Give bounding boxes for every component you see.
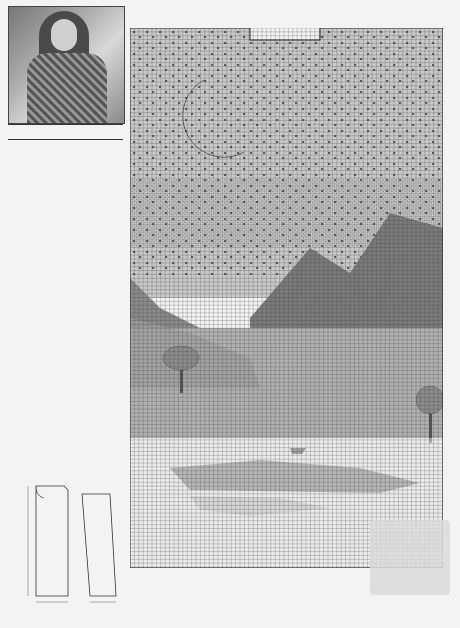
garment-schematic — [8, 482, 133, 612]
model-photo — [8, 6, 125, 124]
knitting-chart — [130, 28, 443, 568]
photo-face — [51, 19, 77, 51]
neckline-curve — [36, 486, 44, 498]
knitting-instructions — [8, 148, 128, 152]
photo-jacket — [27, 53, 107, 123]
sleeve-outline — [82, 494, 116, 596]
model-caption-bar — [8, 124, 123, 140]
watermark-block — [370, 520, 450, 595]
back-piece-outline — [36, 486, 68, 596]
chart-grid — [130, 28, 443, 568]
